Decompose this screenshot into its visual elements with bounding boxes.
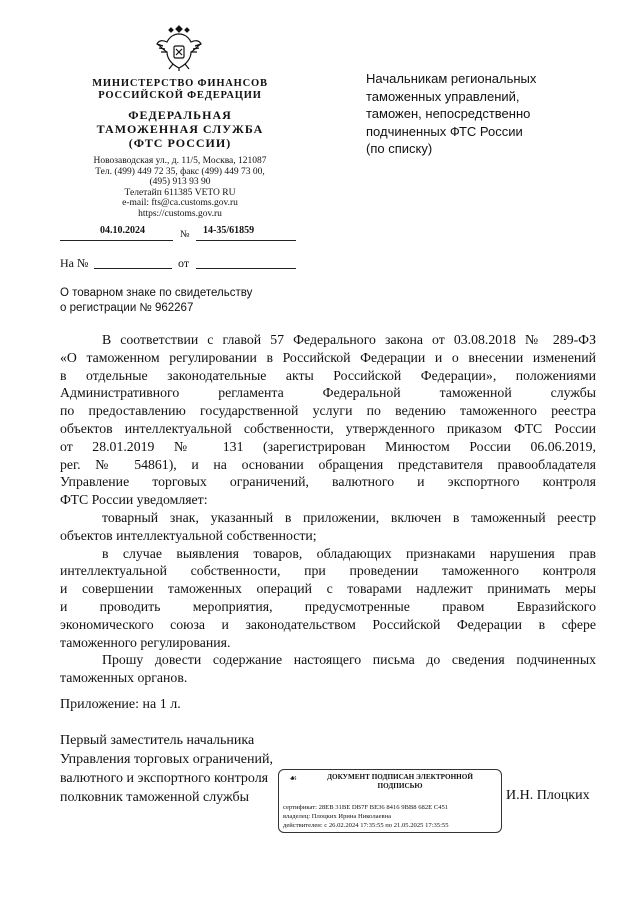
stamp-title-line-1: ДОКУМЕНТ ПОДПИСАН ЭЛЕКТРОННОЙ [327, 773, 473, 781]
addressee-line-5: (по списку) [366, 141, 433, 156]
body-line: товарный знак, указанный в приложении, включен в таможенный реестр [102, 509, 596, 525]
addressee-line-2: таможенных управлений, [366, 88, 520, 104]
ministry-line-1: МИНИСТЕРСТВО ФИНАНСОВ [92, 78, 268, 89]
letter-number: 14-35/61859 [203, 225, 255, 236]
position-line-1: Первый заместитель начальника [60, 733, 255, 748]
body-line: рег. № 54861), и на основании обращения представителя правообладателя [60, 456, 596, 472]
subject-line-2: о регистрации № 962267 [60, 302, 194, 314]
ministry-name [60, 78, 300, 102]
body-line: Прошу довести содержание настоящего письма до сведения подчиненных [102, 652, 596, 668]
stamp-details [283, 803, 449, 831]
body-line: по предоставлению государственной услуги по ведению таможенного реестра [60, 403, 596, 419]
body-line: В соответствии с главой 57 Федерального закона от 03.08.2018 № 289-ФЗ [102, 332, 596, 347]
contact-address: Новозаводская ул., д. 11/5, Москва, 121087 [93, 156, 267, 166]
body-line: интеллектуальной собственности, при проведении таможенного контроля [60, 563, 596, 579]
stamp-certificate: сертификат: 28EB 31BE DB7F BE36 8416 9BB8 682E C451 [283, 804, 449, 811]
reply-to-label: На № [60, 256, 89, 270]
addressee-block [366, 70, 536, 158]
body-line: Управление торговых ограничений, валютного и экспортного контроля [60, 474, 596, 490]
body-line: таможенного регулирования. [60, 634, 231, 650]
emblem-icon [155, 22, 203, 72]
position-line-3: валютного и экспортного контроля [60, 771, 269, 786]
service-line-2: ТАМОЖЕННАЯ СЛУЖБА [96, 122, 264, 136]
body-line: Административного регламента Федеральной таможенной службы [60, 385, 596, 401]
reply-from-underline [196, 268, 296, 269]
body-line: ФТС России уведомляет: [60, 492, 208, 508]
body-line: в случае выявления товаров, обладающих признаками нарушения прав [102, 545, 596, 561]
contact-phone: Тел. (499) 449 72 35, факс (499) 449 73 00, [95, 166, 265, 177]
contact-website: https://customs.gov.ru [138, 208, 222, 219]
body-line: и проводить мероприятия, предусмотренные правом Евразийского [60, 598, 596, 614]
body-line: таможенных органов. [60, 670, 188, 686]
body-line: экономического союза и законодательством Российской Федерации в сфере [60, 616, 596, 632]
body-line: и совершении таможенных операций с товарами надлежит принимать меры [60, 581, 596, 597]
stamp-owner: владелец: Плоцких Ирина Николаевна [283, 813, 392, 821]
addressee-line-3: таможен, непосредственно [366, 106, 531, 121]
signatory-name: И.Н. Плоцких [506, 788, 590, 803]
contact-info [60, 156, 300, 219]
number-underline [196, 240, 296, 241]
body-line: «О таможенном регулировании в Российской Федерации и о внесении изменений [60, 349, 596, 365]
body-line: в отдельные законодательные акты Российской Федерации», положениями [60, 367, 596, 383]
contact-phone-2: (495) 913 93 90 [149, 177, 211, 187]
addressee-line-1: Начальникам региональных [366, 71, 537, 86]
position-line-2: Управления торговых ограничений, [60, 752, 273, 767]
stamp-title-line-2: ПОДПИСЬЮ [377, 781, 423, 790]
reply-from-label: от [178, 256, 190, 270]
service-line-3: (ФТС РОССИИ) [128, 136, 232, 150]
stamp-icon: ☙ [289, 773, 298, 783]
letter-subject [60, 286, 252, 316]
body-line: объектов интеллектуальной собственности, утвержденного приказом ФТС России [60, 420, 596, 436]
position-line-4: полковник таможенной службы [60, 790, 250, 805]
attachment-note: Приложение: на 1 л. [60, 697, 181, 712]
service-name [60, 108, 300, 150]
contact-teletype: Телетайп 611385 VETO RU [124, 187, 236, 198]
service-line-1: ФЕДЕРАЛЬНАЯ [128, 108, 232, 122]
contact-email: e-mail: fts@ca.customs.gov.ru [122, 198, 238, 208]
addressee-line-4: подчиненных ФТС России [366, 123, 523, 139]
letter-date: 04.10.2024 [100, 225, 145, 236]
reply-to-underline [94, 268, 172, 269]
date-underline [60, 240, 173, 241]
number-sign: № [180, 229, 190, 240]
ministry-line-2: РОССИЙСКОЙ ФЕДЕРАЦИИ [98, 90, 262, 101]
letter-body [60, 331, 596, 687]
body-line: от 28.01.2019 № 131 (зарегистрирован Минюстом России 06.06.2019, [60, 438, 596, 454]
stamp-validity: действителен: с 26.02.2024 17:35:55 по 21.05.2025 17:35:55 [283, 822, 449, 830]
signatory-position [60, 731, 273, 807]
stamp-title [305, 773, 495, 790]
subject-line-1: О товарном знаке по свидетельству [60, 287, 253, 299]
body-line: объектов интеллектуальной собственности; [60, 527, 317, 543]
e-signature-stamp [278, 769, 502, 833]
